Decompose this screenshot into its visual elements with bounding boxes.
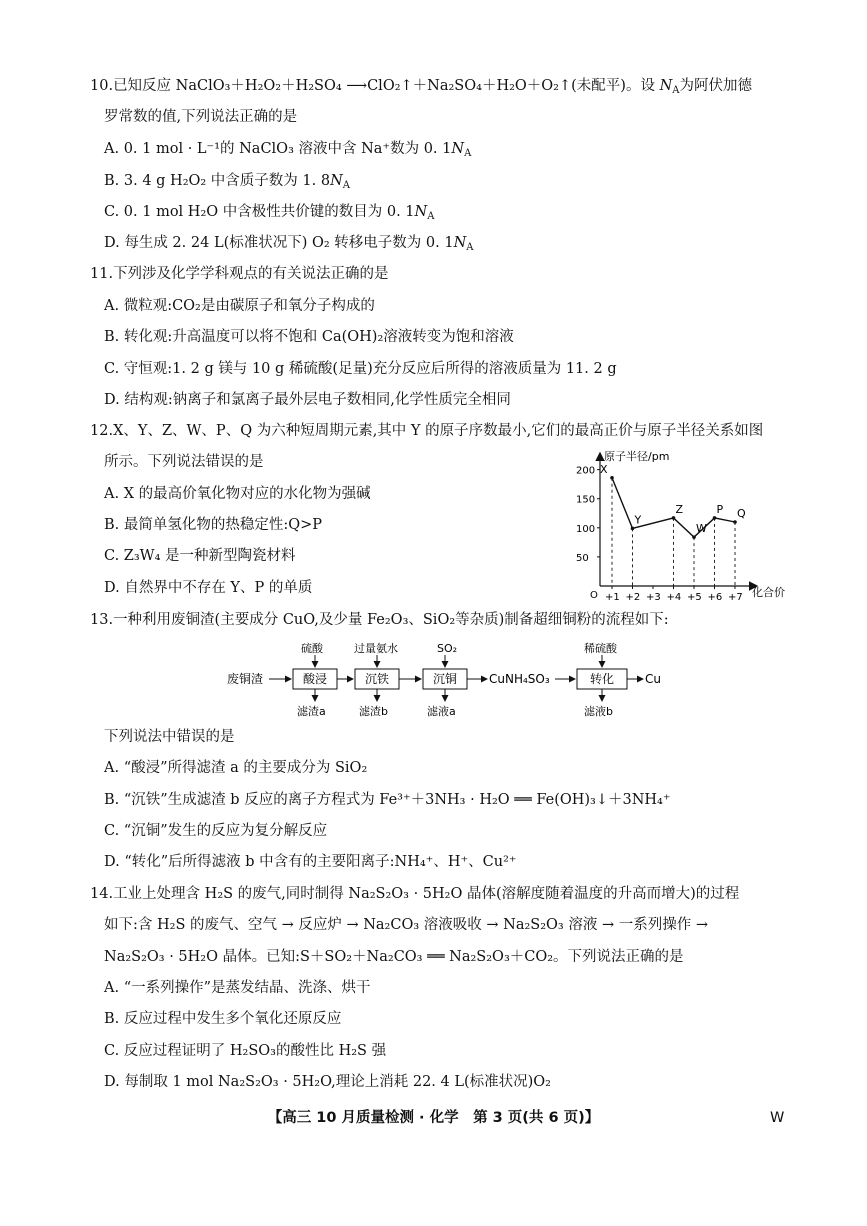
q14-stem-line3: Na₂S₂O₃ · 5H₂O 晶体。已知:S＋SO₂＋Na₂CO₃ ══ Na₂S₂O₃＋CO₂。下列说法正确的是 [104, 949, 684, 965]
q11-option-a: A. 微粒观:CO₂是由碳原子和氧分子构成的 [104, 298, 375, 314]
q12-option-c: C. Z₃W₄ 是一种新型陶瓷材料 [104, 548, 296, 564]
na-subscript: A [672, 85, 680, 96]
data-point-z [672, 516, 676, 520]
y-tick-label: 150 [576, 494, 596, 506]
q14-option-d: D. 每制取 1 mol Na₂S₂O₃ · 5H₂O,理论上消耗 22. 4 L(标准状况)O₂ [104, 1074, 551, 1090]
q14-stem-line2: 如下:含 H₂S 的废气、空气 → 反应炉 → Na₂CO₃ 溶液吸收 → Na₂S₂O₃ 溶液 → 一系列操作 → [104, 917, 708, 933]
na-symbol: N [414, 204, 428, 220]
x-tick-label: +2 [625, 592, 641, 603]
flow-box-copper-precipitation-label: 沉铜 [433, 672, 458, 686]
data-point-y [631, 527, 635, 531]
flow-input-ammonia: 过量氨水 [354, 642, 398, 655]
flow-box-conversion-label: 转化 [590, 672, 615, 686]
flow-output-filtrate-a: 滤液a [427, 705, 456, 718]
x-tick-label: +4 [666, 592, 682, 603]
q10-option-c-text: C. 0. 1 mol H₂O 中含极性共价键的数目为 0. 1 [104, 204, 415, 220]
q14-number: 14. [90, 886, 114, 902]
q10-option-d [104, 233, 474, 253]
page-footer: 【高三 10 月质量检测 · 化学 第 3 页(共 6 页)】 [267, 1110, 600, 1126]
q14-stem-line1 [90, 884, 739, 904]
data-point-x [610, 476, 614, 480]
flow-box-iron-precipitation-label: 沉铁 [365, 672, 390, 686]
flow-input-dilute-acid: 稀硫酸 [584, 642, 617, 655]
q12-stem-line2: 所示。下列说法错误的是 [104, 454, 264, 470]
flow-box-acid-leach-label: 酸浸 [303, 672, 328, 686]
q13-option-a: A. “酸浸”所得滤渣 a 的主要成分为 SiO₂ [104, 760, 368, 776]
q12-option-d: D. 自然界中不存在 Y、P 的单质 [104, 580, 313, 596]
point-label-x: X [600, 462, 608, 476]
x-tick-label: +1 [605, 592, 620, 603]
flow-start: 废铜渣 [227, 672, 264, 686]
x-tick-label: +6 [707, 592, 723, 603]
na-subscript: A [427, 211, 435, 222]
data-point-p [713, 516, 717, 520]
y-tick-label: 200 [576, 465, 596, 477]
q12-stem-a: X、Y、Z、W、P、Q 为六种短周期元素,其中 Y 的原子序数最小,它们的最高正价与原子半径关系如图 [113, 423, 764, 439]
q11-option-b: B. 转化观:升高温度可以将不饱和 Ca(OH)₂溶液转变为饱和溶液 [104, 329, 514, 345]
x-tick-label: +3 [646, 592, 661, 603]
point-label-q: Q [737, 507, 746, 520]
y-axis-label: 原子半径/pm [604, 450, 670, 463]
atomic-radius-chart [560, 448, 800, 604]
q14-option-b: B. 反应过程中发生多个氧化还原反应 [104, 1011, 342, 1027]
na-symbol: N [451, 141, 465, 157]
q10-option-d-text: D. 每生成 2. 24 L(标准状况下) O₂ 转移电子数为 0. 1 [104, 235, 454, 251]
flow-end: Cu [645, 672, 661, 686]
q13-option-c: C. “沉铜”发生的反应为复分解反应 [104, 823, 328, 839]
data-point-w [692, 535, 696, 539]
q10-option-a-text: A. 0. 1 mol · L⁻¹的 NaClO₃ 溶液中含 Na⁺数为 0. 1 [104, 141, 452, 157]
version-mark: W [770, 1110, 785, 1126]
process-flowchart [225, 640, 685, 720]
q10-stem-line2: 罗常数的值,下列说法正确的是 [104, 109, 298, 125]
point-label-w: W [696, 522, 707, 536]
data-point-q [733, 520, 737, 524]
q11-stem [90, 264, 389, 284]
q10-option-b [104, 171, 350, 191]
origin-label: O [590, 590, 598, 601]
q10-option-b-text: B. 3. 4 g H₂O₂ 中含质子数为 1. 8 [104, 173, 331, 189]
q13-lead: 下列说法中错误的是 [104, 729, 235, 745]
flow-output-residue-b: 滤渣b [359, 705, 388, 718]
q11-stem-text: 下列涉及化学学科观点的有关说法正确的是 [113, 266, 389, 282]
q10-stem-b: 为阿伏加德 [679, 78, 752, 94]
q12-stem-line1 [90, 421, 763, 441]
flow-intermediate: CuNH₄SO₃ [489, 672, 550, 686]
x-axis-label: 化合价 [752, 586, 785, 599]
q12-option-b: B. 最简单氢化物的热稳定性:Q>P [104, 517, 323, 533]
flow-output-residue-a: 滤渣a [297, 705, 326, 718]
q10-option-c [104, 202, 434, 222]
x-tick-label: +5 [687, 592, 702, 603]
point-label-z: Z [675, 502, 684, 516]
q13-stem-text: 一种利用废铜渣(主要成分 CuO,及少量 Fe₂O₃、SiO₂等杂质)制备超细铜粉的流程如下: [113, 612, 669, 628]
flow-output-filtrate-b: 滤液b [584, 705, 613, 718]
na-symbol: N [330, 173, 343, 189]
q14-option-c: C. 反应过程证明了 H₂SO₃的酸性比 H₂S 强 [104, 1043, 387, 1059]
q10-stem-line1 [90, 76, 752, 96]
q14-stem-a: 工业上处理含 H₂S 的废气,同时制得 Na₂S₂O₃ · 5H₂O 晶体(溶解度随着温度的升高而增大)的过程 [113, 886, 740, 902]
q10-stem-a: 已知反应 NaClO₃＋H₂O₂＋H₂SO₄ ⟶ClO₂↑＋Na₂SO₄＋H₂O＋O₂↑(未配平)。设 [113, 78, 660, 94]
na-symbol: N [659, 78, 673, 94]
point-label-p: P [716, 502, 724, 516]
na-subscript: A [342, 180, 351, 191]
point-label-y: Y [634, 513, 642, 527]
q13-number: 13. [90, 612, 114, 628]
q14-option-a: A. “一系列操作”是蒸发结晶、洗涤、烘干 [104, 980, 371, 996]
q12-option-a: A. X 的最高价氧化物对应的水化物为强碱 [104, 486, 371, 502]
flow-input-so2: SO₂ [437, 642, 458, 655]
na-subscript: A [464, 148, 472, 159]
y-tick-label: 100 [576, 523, 596, 535]
x-tick-label: +7 [728, 592, 743, 603]
q13-option-d: D. “转化”后所得滤液 b 中含有的主要阳离子:NH₄⁺、H⁺、Cu²⁺ [104, 854, 517, 870]
q10-number: 10. [90, 78, 114, 94]
na-subscript: A [466, 242, 474, 253]
flow-input-sulfuric-acid: 硫酸 [301, 642, 323, 655]
q13-option-b: B. “沉铁”生成滤渣 b 反应的离子方程式为 Fe³⁺＋3NH₃ · H₂O ══ Fe(OH)₃↓＋3NH₄⁺ [104, 792, 671, 808]
y-tick-label: 50 [576, 552, 589, 564]
na-symbol: N [453, 235, 467, 251]
q11-option-d: D. 结构观:钠离子和氯离子最外层电子数相同,化学性质完全相同 [104, 392, 511, 408]
q13-stem [90, 610, 669, 630]
q12-number: 12. [90, 423, 114, 439]
q11-number: 11. [90, 266, 114, 282]
q11-option-c: C. 守恒观:1. 2 g 镁与 10 g 稀硫酸(足量)充分反应后所得的溶液质量为 11. 2 g [104, 361, 617, 377]
q10-option-a [104, 139, 471, 159]
